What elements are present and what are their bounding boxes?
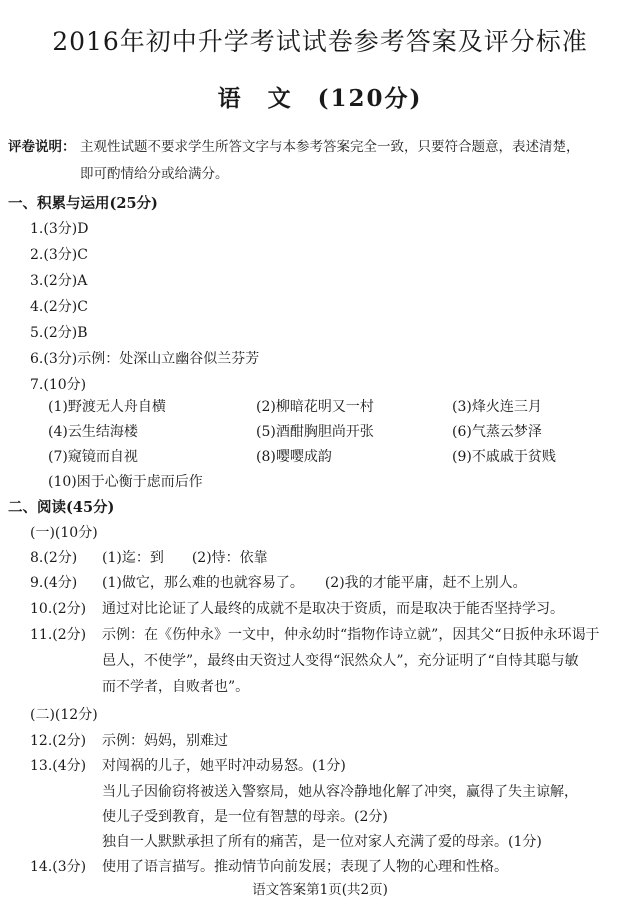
q13-answer-line-4: 独自一人默默承担了所有的痛苦，是一位对家人充满了爱的母亲。(1分) — [102, 834, 542, 850]
q11-answer-line-3: 而不学者，自败者也”。 — [102, 679, 250, 695]
q13-answer-line-1: 对闯祸的儿子，她平时冲动易怒。(1分) — [102, 758, 346, 774]
q13-answer-line-3: 使儿子受到教育，是一位有智慧的母亲。(2分) — [102, 809, 388, 825]
q13-number: 13.(4分) — [30, 758, 87, 774]
q11-answer-line-2: 邑人，不使学”，最终由天资过人变得“泯然众人”，充分证明了“自恃其聪与敏 — [102, 653, 579, 669]
subject-title: 语 文 (120分) — [217, 85, 423, 112]
q12-number: 12.(2分) — [30, 733, 87, 749]
q9-answer: (1)做它，那么难的也就容易了。 (2)我的才能平庸，赶不上别人。 — [102, 575, 527, 591]
q7-item-3: (3)烽火连三月 — [452, 399, 542, 415]
answer-q7: 7.(10分) — [30, 377, 87, 393]
q7-item-1: (1)野渡无人舟自横 — [48, 399, 166, 415]
grading-note-label: 评卷说明： — [8, 139, 76, 155]
q11-answer-line-1: 示例：在《伤仲永》一文中，仲永幼时“指物作诗立就”，因其父“日扳仲永环谒于 — [102, 627, 600, 643]
q8-number: 8.(2分) — [30, 550, 78, 566]
q7-item-7: (7)窥镜而自视 — [48, 449, 138, 465]
q10-number: 10.(2分) — [30, 601, 87, 617]
q11-number: 11.(2分) — [30, 627, 87, 643]
q9-number: 9.(4分) — [30, 575, 78, 591]
page-footer: 语文答案第1页(共2页) — [252, 882, 388, 898]
q7-item-2: (2)柳暗花明又一村 — [256, 399, 374, 415]
q7-item-9: (9)不戚戚于贫贱 — [452, 449, 556, 465]
q13-answer-line-2: 当儿子因偷窃将被送入警察局，她从容冷静地化解了冲突，赢得了失主谅解， — [102, 784, 578, 800]
q7-item-6: (6)气蒸云梦泽 — [452, 424, 542, 440]
answer-q6: 6.(3分)示例：处深山立幽谷似兰芬芳 — [30, 351, 260, 367]
q7-item-8: (8)嘤嘤成韵 — [256, 449, 332, 465]
answer-q2: 2.(3分)C — [30, 247, 88, 263]
q14-number: 14.(3分) — [30, 859, 87, 875]
grading-note-line-1: 主观性试题不要求学生所答文字与本参考答案完全一致，只要符合题意，表述清楚， — [80, 139, 580, 155]
q12-answer: 示例：妈妈，别难过 — [102, 733, 228, 749]
document-title: 2016年初中升学考试试卷参考答案及评分标准 — [52, 27, 588, 56]
answer-q5: 5.(2分)B — [30, 325, 88, 341]
answer-q4: 4.(2分)C — [30, 299, 88, 315]
grading-note-line-2: 即可酌情给分或给满分。 — [80, 166, 229, 182]
q7-item-10: (10)困于心衡于虑而后作 — [48, 474, 203, 490]
q8-answer: (1)迄：到 (2)恃：依靠 — [102, 550, 268, 566]
q7-item-4: (4)云生结海楼 — [48, 424, 138, 440]
q10-answer: 通过对比论证了人最终的成就不是取决于资质，而是取决于能否坚持学习。 — [102, 601, 564, 617]
answer-q1: 1.(3分)D — [30, 221, 89, 237]
q7-item-5: (5)酒酣胸胆尚开张 — [256, 424, 374, 440]
answer-q3: 3.(2分)A — [30, 273, 88, 289]
reading-part-2: (二)(12分) — [30, 707, 98, 723]
section1-heading: 一、积累与运用(25分) — [8, 195, 158, 212]
reading-part-1: (一)(10分) — [30, 525, 98, 541]
section2-heading: 二、阅读(45分) — [8, 499, 115, 516]
q14-answer: 使用了语言描写。推动情节向前发展；表现了人物的心理和性格。 — [102, 859, 508, 875]
